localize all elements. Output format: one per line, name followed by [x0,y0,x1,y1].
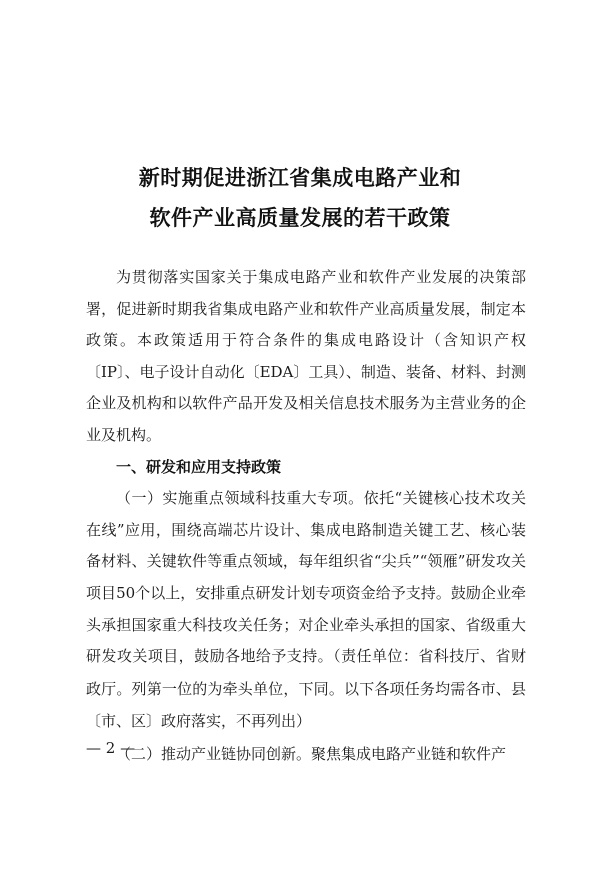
section-heading: 一、研发和应用支持政策 [116,457,282,476]
policy-item-1-text: 依托“关键核心技术攻关在线”应用，围绕高端芯片设计、集成电路制造关键工艺、核心装备材料、关键软件等重点领域，每年组织省“尖兵”“领雁”研发攻关项目50个以上，安排重点研发计划专项资金给予支持。鼓励企业牵头承担国家重大科技攻关任务；对企业牵头承担的国家、省级重大研发攻关项目，鼓励各地给予支持。 [86,489,526,666]
policy-item-1-note: （责任单位：省科技厅、省财政厅。列第一位的为牵头单位，下同。以下各项任务均需各市、县〔市、区〕政府落实，不再列出） [86,649,526,731]
page-number: — 2 — [86,739,136,757]
title-line-2: 软件产业高质量发展的若干政策 [149,205,451,230]
policy-item-1 [86,483,526,739]
policy-item-2-text: 聚焦集成电路产业链和软件产 [311,744,507,763]
policy-item-2-lead: （二）推动产业链协同创新。 [116,744,312,763]
title-line-1: 新时期促进浙江省集成电路产业和 [138,165,462,190]
document-title [0,158,600,238]
policy-item-2 [86,739,526,771]
document-body [86,262,526,771]
policy-item-1-lead: （一）实施重点领域科技重大专项。 [116,489,364,508]
intro-paragraph: 为贯彻落实国家关于集成电路产业和软件产业发展的决策部署，促进新时期我省集成电路产业和软件产业高质量发展，制定本政策。本政策适用于符合条件的集成电路设计（含知识产权〔IP〕、电子设计自动化〔EDA〕工具）、制造、装备、材料、封测企业及机构和以软件产品开发及相关信息技术服务为主营业务的企业及机构。 [86,268,526,444]
